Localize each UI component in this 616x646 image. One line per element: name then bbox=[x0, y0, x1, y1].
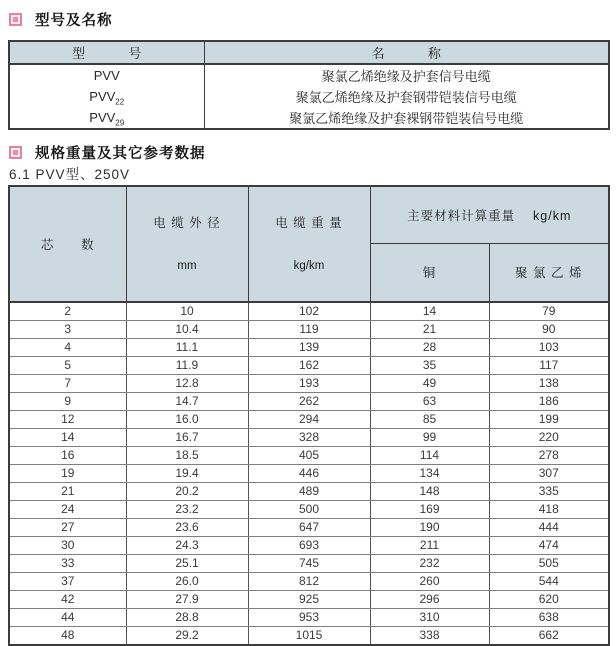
section1-title: 型号及名称 bbox=[35, 13, 113, 29]
outer-diameter-cell: 28.8 bbox=[126, 608, 248, 626]
cores-cell: 19 bbox=[9, 464, 126, 482]
cable-weight-cell: 693 bbox=[248, 536, 370, 554]
name-cell: 聚氯乙烯绝缘及护套裸钢带铠装信号电缆 bbox=[204, 107, 609, 129]
table-row bbox=[9, 107, 609, 129]
outer-diameter-cell: 24.3 bbox=[126, 536, 248, 554]
outer-diameter-cell: 27.9 bbox=[126, 590, 248, 608]
cable-weight-cell: 953 bbox=[248, 608, 370, 626]
section-bullet-icon-inner bbox=[11, 148, 20, 157]
cable-weight-cell: 139 bbox=[248, 338, 370, 356]
pvc-weight-cell: 307 bbox=[489, 464, 609, 482]
table-row bbox=[9, 64, 609, 86]
outer-diameter-cell: 26.0 bbox=[126, 572, 248, 590]
section-bullet-icon-core bbox=[13, 150, 18, 155]
cores-column-header: 芯 数 bbox=[9, 186, 126, 302]
table-row bbox=[9, 392, 609, 410]
outer-diameter-cell: 19.4 bbox=[126, 464, 248, 482]
cable-weight-cell: 294 bbox=[248, 410, 370, 428]
copper-weight-cell: 14 bbox=[370, 302, 489, 321]
pvc-weight-cell: 90 bbox=[489, 320, 609, 338]
cores-cell: 2 bbox=[9, 302, 126, 321]
cable-weight-unit: kg/km bbox=[293, 259, 325, 272]
outer-diameter-cell: 23.2 bbox=[126, 500, 248, 518]
copper-weight-cell: 310 bbox=[370, 608, 489, 626]
copper-weight-cell: 99 bbox=[370, 428, 489, 446]
table-row bbox=[9, 590, 609, 608]
pvc-weight-cell: 220 bbox=[489, 428, 609, 446]
table-row bbox=[9, 374, 609, 392]
pvc-weight-cell: 638 bbox=[489, 608, 609, 626]
cable-weight-cell: 500 bbox=[248, 500, 370, 518]
copper-weight-cell: 35 bbox=[370, 356, 489, 374]
cable-weight-cell: 745 bbox=[248, 554, 370, 572]
table-row bbox=[9, 500, 609, 518]
cable-weight-cell: 812 bbox=[248, 572, 370, 590]
section2-subtitle: 6.1 PVV型、250V bbox=[9, 167, 131, 182]
cable-weight-column-header bbox=[248, 186, 370, 302]
pvc-weight-cell: 138 bbox=[489, 374, 609, 392]
name-cell: 聚氯乙烯绝缘及护套钢带铠装信号电缆 bbox=[204, 86, 609, 107]
model-name-table bbox=[8, 40, 610, 130]
spec-table-body bbox=[9, 302, 609, 645]
table-row bbox=[9, 86, 609, 107]
copper-weight-cell: 338 bbox=[370, 626, 489, 645]
copper-weight-cell: 148 bbox=[370, 482, 489, 500]
section1-header bbox=[9, 9, 113, 30]
name-column-header: 名 称 bbox=[204, 41, 609, 64]
outer-diameter-cell: 14.7 bbox=[126, 392, 248, 410]
outer-diameter-cell: 16.0 bbox=[126, 410, 248, 428]
cable-weight-cell: 102 bbox=[248, 302, 370, 321]
pvc-weight-cell: 117 bbox=[489, 356, 609, 374]
outer-diameter-cell: 10 bbox=[126, 302, 248, 321]
pvc-weight-cell: 103 bbox=[489, 338, 609, 356]
cable-weight-cell: 925 bbox=[248, 590, 370, 608]
header-row-1 bbox=[9, 186, 609, 244]
copper-weight-cell: 169 bbox=[370, 500, 489, 518]
cores-cell: 42 bbox=[9, 590, 126, 608]
pvc-weight-cell: 620 bbox=[489, 590, 609, 608]
copper-column-header: 铜 bbox=[370, 244, 489, 302]
cable-weight-cell: 162 bbox=[248, 356, 370, 374]
cable-weight-cell: 1015 bbox=[248, 626, 370, 645]
cores-cell: 7 bbox=[9, 374, 126, 392]
cores-cell: 4 bbox=[9, 338, 126, 356]
material-weight-group-header: 主要材料计算重量 kg/km bbox=[370, 186, 609, 244]
cable-weight-cell: 647 bbox=[248, 518, 370, 536]
cores-cell: 30 bbox=[9, 536, 126, 554]
pvc-column-header: 聚 氯 乙 烯 bbox=[489, 244, 609, 302]
outer-diameter-column-header bbox=[126, 186, 248, 302]
outer-diameter-cell: 23.6 bbox=[126, 518, 248, 536]
name-cell: 聚氯乙烯绝缘及护套信号电缆 bbox=[204, 64, 609, 86]
table-row bbox=[9, 464, 609, 482]
section-bullet-icon-core bbox=[13, 17, 18, 22]
table-row bbox=[9, 536, 609, 554]
section-bullet-icon bbox=[9, 146, 22, 159]
copper-weight-cell: 211 bbox=[370, 536, 489, 554]
outer-diameter-label: 电 缆 外 径 bbox=[153, 216, 221, 230]
copper-weight-cell: 21 bbox=[370, 320, 489, 338]
cores-cell: 27 bbox=[9, 518, 126, 536]
table-row bbox=[9, 338, 609, 356]
cores-cell: 14 bbox=[9, 428, 126, 446]
section2-title: 规格重量及其它参考数据 bbox=[35, 146, 206, 162]
model-cell: $PVV_{29}$ bbox=[89, 110, 125, 128]
pvc-weight-cell: 444 bbox=[489, 518, 609, 536]
cores-cell: 5 bbox=[9, 356, 126, 374]
table-row bbox=[9, 446, 609, 464]
pvc-weight-cell: 474 bbox=[489, 536, 609, 554]
table-row bbox=[9, 428, 609, 446]
outer-diameter-cell: 16.7 bbox=[126, 428, 248, 446]
model-cell: PVV bbox=[93, 68, 120, 83]
copper-weight-cell: 190 bbox=[370, 518, 489, 536]
cores-cell: 24 bbox=[9, 500, 126, 518]
copper-weight-cell: 134 bbox=[370, 464, 489, 482]
table-row bbox=[9, 320, 609, 338]
spec-table-header bbox=[9, 186, 609, 302]
copper-weight-cell: 296 bbox=[370, 590, 489, 608]
cores-cell: 37 bbox=[9, 572, 126, 590]
outer-diameter-cell: 25.1 bbox=[126, 554, 248, 572]
model-name-table-body bbox=[9, 64, 609, 129]
cable-weight-label: 电 缆 重 量 bbox=[275, 216, 343, 230]
copper-weight-cell: 85 bbox=[370, 410, 489, 428]
cores-cell: 9 bbox=[9, 392, 126, 410]
cable-weight-cell: 193 bbox=[248, 374, 370, 392]
cores-cell: 44 bbox=[9, 608, 126, 626]
table-row bbox=[9, 302, 609, 321]
cores-cell: 3 bbox=[9, 320, 126, 338]
cable-weight-cell: 328 bbox=[248, 428, 370, 446]
table-row bbox=[9, 356, 609, 374]
copper-weight-cell: 49 bbox=[370, 374, 489, 392]
pvc-weight-cell: 186 bbox=[489, 392, 609, 410]
copper-weight-cell: 232 bbox=[370, 554, 489, 572]
table-row bbox=[9, 626, 609, 645]
pvc-weight-cell: 79 bbox=[489, 302, 609, 321]
section2-header bbox=[9, 142, 206, 163]
outer-diameter-cell: 12.8 bbox=[126, 374, 248, 392]
outer-diameter-cell: 10.4 bbox=[126, 320, 248, 338]
section-bullet-icon-inner bbox=[11, 15, 20, 24]
cable-weight-cell: 489 bbox=[248, 482, 370, 500]
outer-diameter-cell: 11.1 bbox=[126, 338, 248, 356]
outer-diameter-cell: 18.5 bbox=[126, 446, 248, 464]
cable-weight-cell: 446 bbox=[248, 464, 370, 482]
pvc-weight-cell: 335 bbox=[489, 482, 609, 500]
pvc-weight-cell: 278 bbox=[489, 446, 609, 464]
table-row bbox=[9, 572, 609, 590]
cores-cell: 16 bbox=[9, 446, 126, 464]
copper-weight-cell: 63 bbox=[370, 392, 489, 410]
pvc-weight-cell: 505 bbox=[489, 554, 609, 572]
outer-diameter-cell: 11.9 bbox=[126, 356, 248, 374]
model-column-header: 型 号 bbox=[9, 41, 204, 64]
cable-weight-cell: 262 bbox=[248, 392, 370, 410]
cable-weight-cell: 405 bbox=[248, 446, 370, 464]
spec-table bbox=[8, 185, 610, 646]
outer-diameter-unit: mm bbox=[177, 259, 197, 272]
table-row bbox=[9, 608, 609, 626]
table-row bbox=[9, 554, 609, 572]
model-name-table-header bbox=[9, 41, 609, 64]
cores-cell: 48 bbox=[9, 626, 126, 645]
section-bullet-icon bbox=[9, 13, 22, 26]
cores-cell: 33 bbox=[9, 554, 126, 572]
pvc-weight-cell: 662 bbox=[489, 626, 609, 645]
pvc-weight-cell: 544 bbox=[489, 572, 609, 590]
outer-diameter-cell: 29.2 bbox=[126, 626, 248, 645]
table-row bbox=[9, 482, 609, 500]
model-cell: $PVV_{22}$ bbox=[89, 89, 125, 107]
cores-cell: 12 bbox=[9, 410, 126, 428]
cable-weight-cell: 119 bbox=[248, 320, 370, 338]
copper-weight-cell: 260 bbox=[370, 572, 489, 590]
pvc-weight-cell: 418 bbox=[489, 500, 609, 518]
cores-cell: 21 bbox=[9, 482, 126, 500]
pvc-weight-cell: 199 bbox=[489, 410, 609, 428]
table-row bbox=[9, 410, 609, 428]
outer-diameter-cell: 20.2 bbox=[126, 482, 248, 500]
table-row bbox=[9, 518, 609, 536]
header-row bbox=[9, 41, 609, 64]
copper-weight-cell: 28 bbox=[370, 338, 489, 356]
copper-weight-cell: 114 bbox=[370, 446, 489, 464]
